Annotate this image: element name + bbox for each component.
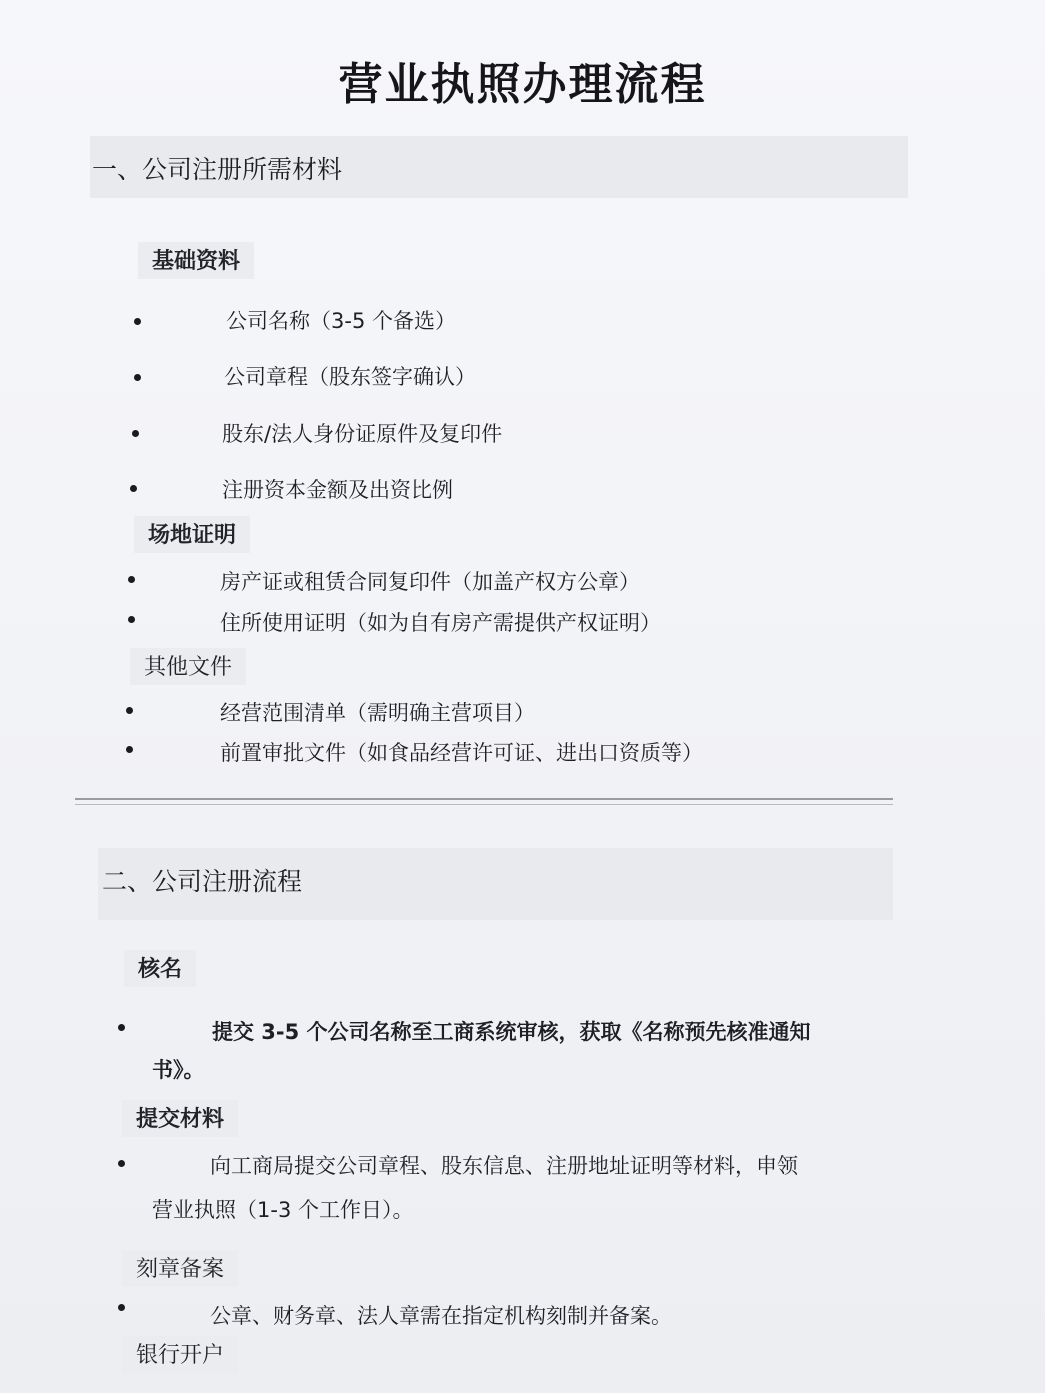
group-label-site: 场地证明 bbox=[134, 516, 250, 553]
step-text: 提交 3-5 个公司名称至工商系统审核，获取《名称预先核准通知 bbox=[212, 1020, 811, 1044]
step-label-seal: 刻章备案 bbox=[122, 1250, 238, 1287]
bullet bbox=[118, 1024, 125, 1031]
bullet bbox=[126, 746, 133, 753]
list-item: 住所使用证明（如为自有房产需提供产权证明） bbox=[220, 611, 661, 635]
list-item: 房产证或租赁合同复印件（加盖产权方公章） bbox=[220, 570, 640, 594]
list-item: 股东/法人身份证原件及复印件 bbox=[222, 422, 503, 446]
section-divider bbox=[75, 798, 893, 805]
step-text: 向工商局提交公司章程、股东信息、注册地址证明等材料，申领 bbox=[210, 1154, 798, 1178]
section2-heading: 二、公司注册流程 bbox=[102, 867, 303, 896]
list-item: 公司章程（股东签字确认） bbox=[224, 365, 476, 389]
list-item: 公司名称（3-5 个备选） bbox=[226, 309, 456, 333]
document-title: 营业执照办理流程 bbox=[338, 59, 707, 110]
bullet bbox=[130, 485, 137, 492]
group-label-basic: 基础资料 bbox=[138, 242, 254, 279]
list-item: 前置审批文件（如食品经营许可证、进出口资质等） bbox=[220, 741, 703, 765]
step-label-submit: 提交材料 bbox=[122, 1100, 238, 1137]
bullet bbox=[134, 318, 141, 325]
bullet bbox=[132, 430, 139, 437]
list-item: 经营范围清单（需明确主营项目） bbox=[220, 701, 535, 725]
list-item: 注册资本金额及出资比例 bbox=[222, 478, 453, 502]
step-label-bank: 银行开户 bbox=[122, 1336, 238, 1373]
step-text: 公章、财务章、法人章需在指定机构刻制并备案。 bbox=[210, 1304, 672, 1328]
bullet bbox=[118, 1304, 125, 1311]
step-text-continued: 书》。 bbox=[152, 1058, 205, 1082]
bullet bbox=[118, 1160, 125, 1167]
bullet bbox=[128, 576, 135, 583]
bullet bbox=[134, 374, 141, 381]
bullet bbox=[128, 616, 135, 623]
step-label-name-check: 核名 bbox=[124, 950, 196, 987]
section1-heading: 一、公司注册所需材料 bbox=[92, 155, 343, 184]
bullet bbox=[126, 707, 133, 714]
step-text-continued: 营业执照（1-3 个工作日）。 bbox=[152, 1198, 414, 1222]
group-label-other: 其他文件 bbox=[130, 648, 246, 685]
